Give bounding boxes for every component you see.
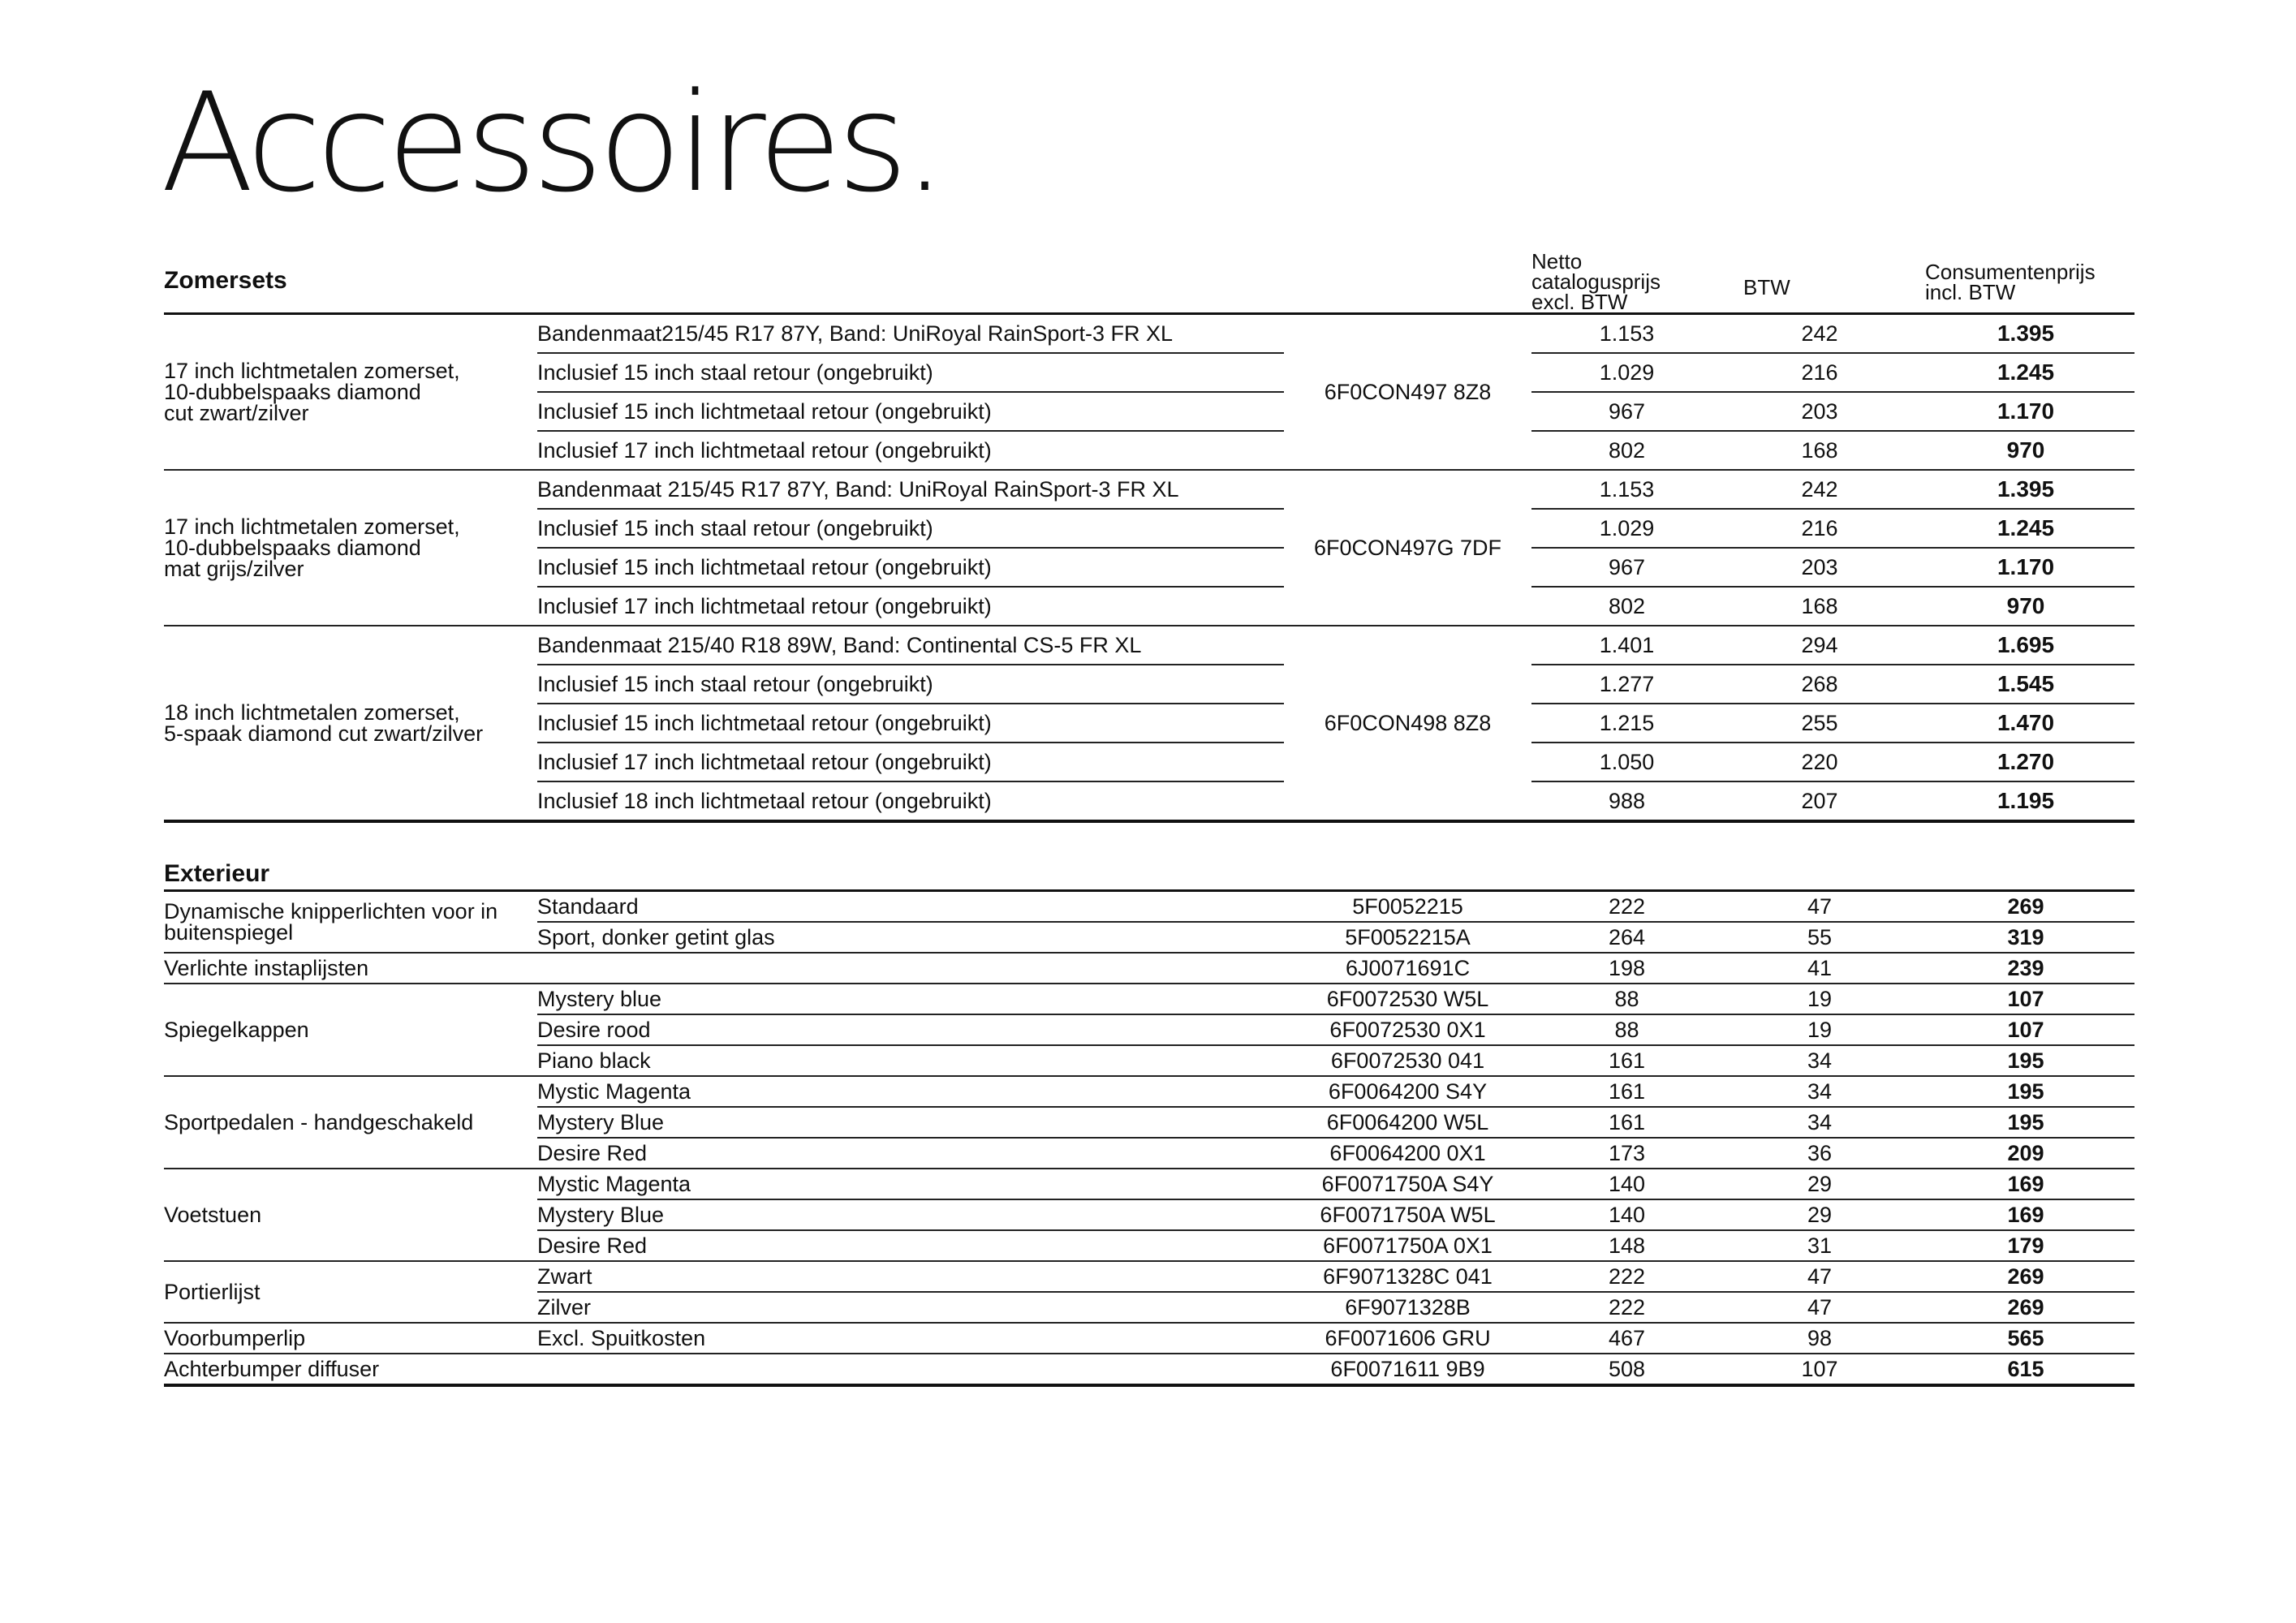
text-line: Consumentenprijs [1925,259,2096,284]
exterieur-row [164,1354,2134,1385]
variant-label: Bandenmaat215/45 R17 87Y, Band: UniRoyal RainSport-3 FR XL [537,314,1284,354]
btw-amount: 19 [1722,984,1917,1014]
article-code: 6F0064200 W5L [1284,1107,1531,1138]
consumer-price: 107 [1917,984,2134,1014]
netto-price: 222 [1531,891,1722,923]
consumer-price: 107 [1917,1014,2134,1045]
accessories-table [164,249,2134,1387]
section-title-exterieur: Exterieur [164,821,2134,891]
variant-label: Desire rood [537,1014,1284,1045]
variant-label: Mystery Blue [537,1199,1284,1230]
variant-label: Standaard [537,891,1284,923]
table-header [164,252,2134,314]
text-line: Portierlijst [164,1280,261,1304]
text-line: 10-dubbelspaaks diamond [164,536,421,560]
exterieur-row [164,891,2134,923]
btw-amount: 29 [1722,1199,1917,1230]
consumer-price: 179 [1917,1230,2134,1261]
consumer-price: 195 [1917,1045,2134,1076]
header-netto [1531,249,1722,314]
consumer-price: 209 [1917,1138,2134,1169]
article-code: 6F0071606 GRU [1284,1323,1531,1354]
article-code: 6F9071328C 041 [1284,1261,1531,1292]
consumer-price: 1.245 [1917,353,2134,392]
variant-label: Mystic Magenta [537,1169,1284,1199]
variant-label: Inclusief 15 inch lichtmetaal retour (ongebruikt) [537,392,1284,431]
accessory-name [164,891,537,954]
article-code: 6F0071750A 0X1 [1284,1230,1531,1261]
zomerset-name [164,314,537,471]
article-code: 6F0071750A W5L [1284,1199,1531,1230]
btw-amount: 41 [1722,953,1917,984]
text-line: 5-spaak diamond cut zwart/zilver [164,721,484,746]
netto-price: 967 [1531,548,1722,587]
btw-amount: 19 [1722,1014,1917,1045]
netto-price: 988 [1531,781,1722,821]
accessory-name [164,1169,537,1261]
consumer-price: 1.245 [1917,509,2134,548]
accessory-name [164,953,537,984]
consumer-price: 565 [1917,1323,2134,1354]
header-blank [1284,252,1531,314]
article-code: 6F0071611 9B9 [1284,1354,1531,1385]
article-code: 6F0064200 S4Y [1284,1076,1531,1107]
btw-amount: 255 [1722,704,1917,743]
variant-label: Inclusief 15 inch staal retour (ongebruikt) [537,665,1284,704]
btw-amount: 47 [1722,1261,1917,1292]
netto-price: 161 [1531,1107,1722,1138]
variant-label: Mystery blue [537,984,1284,1014]
text-line: Voetstuen [164,1203,262,1227]
variant-label: Inclusief 15 inch staal retour (ongebruikt) [537,509,1284,548]
variant-label: Bandenmaat 215/40 R18 89W, Band: Continental CS-5 FR XL [537,626,1284,665]
btw-amount: 55 [1722,922,1917,953]
btw-amount: 34 [1722,1045,1917,1076]
netto-price: 198 [1531,953,1722,984]
btw-amount: 168 [1722,587,1917,626]
text-line: incl. BTW [1925,279,2016,304]
section-title-zomersets: Zomersets [164,252,1284,314]
text-line: cut zwart/zilver [164,401,309,425]
consumer-price: 970 [1917,587,2134,626]
consumer-price: 239 [1917,953,2134,984]
article-code: 6F0072530 0X1 [1284,1014,1531,1045]
zomerset-name [164,470,537,626]
netto-price: 1.029 [1531,509,1722,548]
consumer-price: 1.695 [1917,626,2134,665]
netto-price: 802 [1531,431,1722,470]
btw-amount: 207 [1722,781,1917,821]
btw-amount: 203 [1722,392,1917,431]
accessory-name [164,1323,537,1354]
btw-amount: 220 [1722,743,1917,781]
variant-label: Desire Red [537,1138,1284,1169]
btw-amount: 216 [1722,509,1917,548]
consumer-price: 269 [1917,1292,2134,1323]
exterieur-row [164,1323,2134,1354]
consumer-price: 1.395 [1917,314,2134,354]
consumer-price: 319 [1917,922,2134,953]
netto-price: 1.050 [1531,743,1722,781]
consumer-price: 1.170 [1917,548,2134,587]
btw-amount: 242 [1722,470,1917,509]
consumer-price: 1.545 [1917,665,2134,704]
exterieur-row [164,1261,2134,1292]
price-table [164,249,2134,1387]
consumer-price: 195 [1917,1107,2134,1138]
variant-label: Inclusief 15 inch lichtmetaal retour (ongebruikt) [537,704,1284,743]
article-code: 5F0052215 [1284,891,1531,923]
text-line: Voorbumperlip [164,1326,306,1350]
netto-price: 1.029 [1531,353,1722,392]
text-line: mat grijs/zilver [164,557,304,581]
netto-price: 140 [1531,1169,1722,1199]
text-line: 18 inch lichtmetalen zomerset, [164,700,460,725]
article-code: 6F0CON497G 7DF [1284,470,1531,626]
netto-price: 802 [1531,587,1722,626]
zomerset-name [164,626,537,821]
accessory-name [164,1261,537,1323]
btw-amount: 47 [1722,891,1917,923]
text-line: 10-dubbelspaaks diamond [164,380,421,404]
text-line: Netto [1531,249,1583,273]
zomerset-row [164,470,2134,509]
netto-price: 1.153 [1531,470,1722,509]
text-line: Sportpedalen - handgeschakeld [164,1110,474,1134]
variant-label: Desire Red [537,1230,1284,1261]
netto-price: 1.153 [1531,314,1722,354]
variant-label: Zwart [537,1261,1284,1292]
consumer-price: 1.170 [1917,392,2134,431]
article-code: 6F0071750A S4Y [1284,1169,1531,1199]
btw-amount: 216 [1722,353,1917,392]
accessory-name [164,1076,537,1169]
article-code: 6F9071328B [1284,1292,1531,1323]
article-code: 6F0072530 041 [1284,1045,1531,1076]
consumer-price: 1.470 [1917,704,2134,743]
text-line: catalogusprijs [1531,269,1661,294]
btw-amount: 36 [1722,1138,1917,1169]
netto-price: 88 [1531,984,1722,1014]
netto-price: 140 [1531,1199,1722,1230]
variant-label: Inclusief 15 inch lichtmetaal retour (ongebruikt) [537,548,1284,587]
variant-label: Excl. Spuitkosten [537,1323,1284,1354]
consumer-price: 169 [1917,1169,2134,1199]
accessory-name [164,1354,537,1385]
btw-amount: 294 [1722,626,1917,665]
variant-label: Inclusief 17 inch lichtmetaal retour (ongebruikt) [537,431,1284,470]
text-line: Achterbumper diffuser [164,1357,380,1381]
variant-label: Inclusief 17 inch lichtmetaal retour (ongebruikt) [537,587,1284,626]
article-code: 6F0CON497 8Z8 [1284,314,1531,471]
netto-price: 467 [1531,1323,1722,1354]
netto-price: 222 [1531,1261,1722,1292]
netto-price: 264 [1531,922,1722,953]
netto-price: 1.277 [1531,665,1722,704]
text-line: 17 inch lichtmetalen zomerset, [164,359,460,383]
btw-amount: 168 [1722,431,1917,470]
variant-label [537,1354,1284,1385]
netto-price: 88 [1531,1014,1722,1045]
variant-label: Bandenmaat 215/45 R17 87Y, Band: UniRoyal RainSport-3 FR XL [537,470,1284,509]
article-code: 6J0071691C [1284,953,1531,984]
exterieur-row [164,984,2134,1014]
consumer-price: 970 [1917,431,2134,470]
text-line: Dynamische knipperlichten voor in [164,899,498,923]
btw-amount: 34 [1722,1076,1917,1107]
article-code: 5F0052215A [1284,922,1531,953]
zomerset-row [164,626,2134,665]
consumer-price: 195 [1917,1076,2134,1107]
consumer-price: 1.270 [1917,743,2134,781]
article-code: 6F0CON498 8Z8 [1284,626,1531,821]
consumer-price: 615 [1917,1354,2134,1385]
header-btw: BTW [1722,252,1917,314]
page-title: Accessoires. [161,63,942,222]
netto-price: 173 [1531,1138,1722,1169]
netto-price: 161 [1531,1076,1722,1107]
consumer-price: 269 [1917,1261,2134,1292]
variant-label: Mystery Blue [537,1107,1284,1138]
variant-label: Inclusief 17 inch lichtmetaal retour (ongebruikt) [537,743,1284,781]
text-line: 17 inch lichtmetalen zomerset, [164,514,460,539]
article-code: 6F0064200 0X1 [1284,1138,1531,1169]
btw-amount: 47 [1722,1292,1917,1323]
consumer-price: 1.195 [1917,781,2134,821]
netto-price: 161 [1531,1045,1722,1076]
text-line: Verlichte instaplijsten [164,956,369,980]
netto-price: 1.215 [1531,704,1722,743]
article-code: 6F0072530 W5L [1284,984,1531,1014]
variant-label: Sport, donker getint glas [537,922,1284,953]
btw-amount: 268 [1722,665,1917,704]
header-consumer [1917,252,2134,314]
netto-price: 1.401 [1531,626,1722,665]
variant-label: Inclusief 15 inch staal retour (ongebruikt) [537,353,1284,392]
section-header-exterieur [164,821,2134,891]
btw-amount: 98 [1722,1323,1917,1354]
netto-price: 222 [1531,1292,1722,1323]
netto-price: 967 [1531,392,1722,431]
exterieur-row [164,953,2134,984]
zomerset-row [164,314,2134,354]
variant-label: Mystic Magenta [537,1076,1284,1107]
text-line: buitenspiegel [164,920,294,945]
variant-label: Piano black [537,1045,1284,1076]
btw-amount: 203 [1722,548,1917,587]
btw-amount: 107 [1722,1354,1917,1385]
text-line: excl. BTW [1531,290,1628,314]
btw-amount: 31 [1722,1230,1917,1261]
netto-price: 148 [1531,1230,1722,1261]
btw-amount: 29 [1722,1169,1917,1199]
btw-amount: 242 [1722,314,1917,354]
consumer-price: 269 [1917,891,2134,923]
consumer-price: 169 [1917,1199,2134,1230]
netto-price: 508 [1531,1354,1722,1385]
consumer-price: 1.395 [1917,470,2134,509]
variant-label [537,953,1284,984]
text-line: Spiegelkappen [164,1018,309,1042]
variant-label: Inclusief 18 inch lichtmetaal retour (ongebruikt) [537,781,1284,821]
variant-label: Zilver [537,1292,1284,1323]
btw-amount: 34 [1722,1107,1917,1138]
exterieur-row [164,1076,2134,1107]
accessory-name [164,984,537,1076]
exterieur-row [164,1169,2134,1199]
